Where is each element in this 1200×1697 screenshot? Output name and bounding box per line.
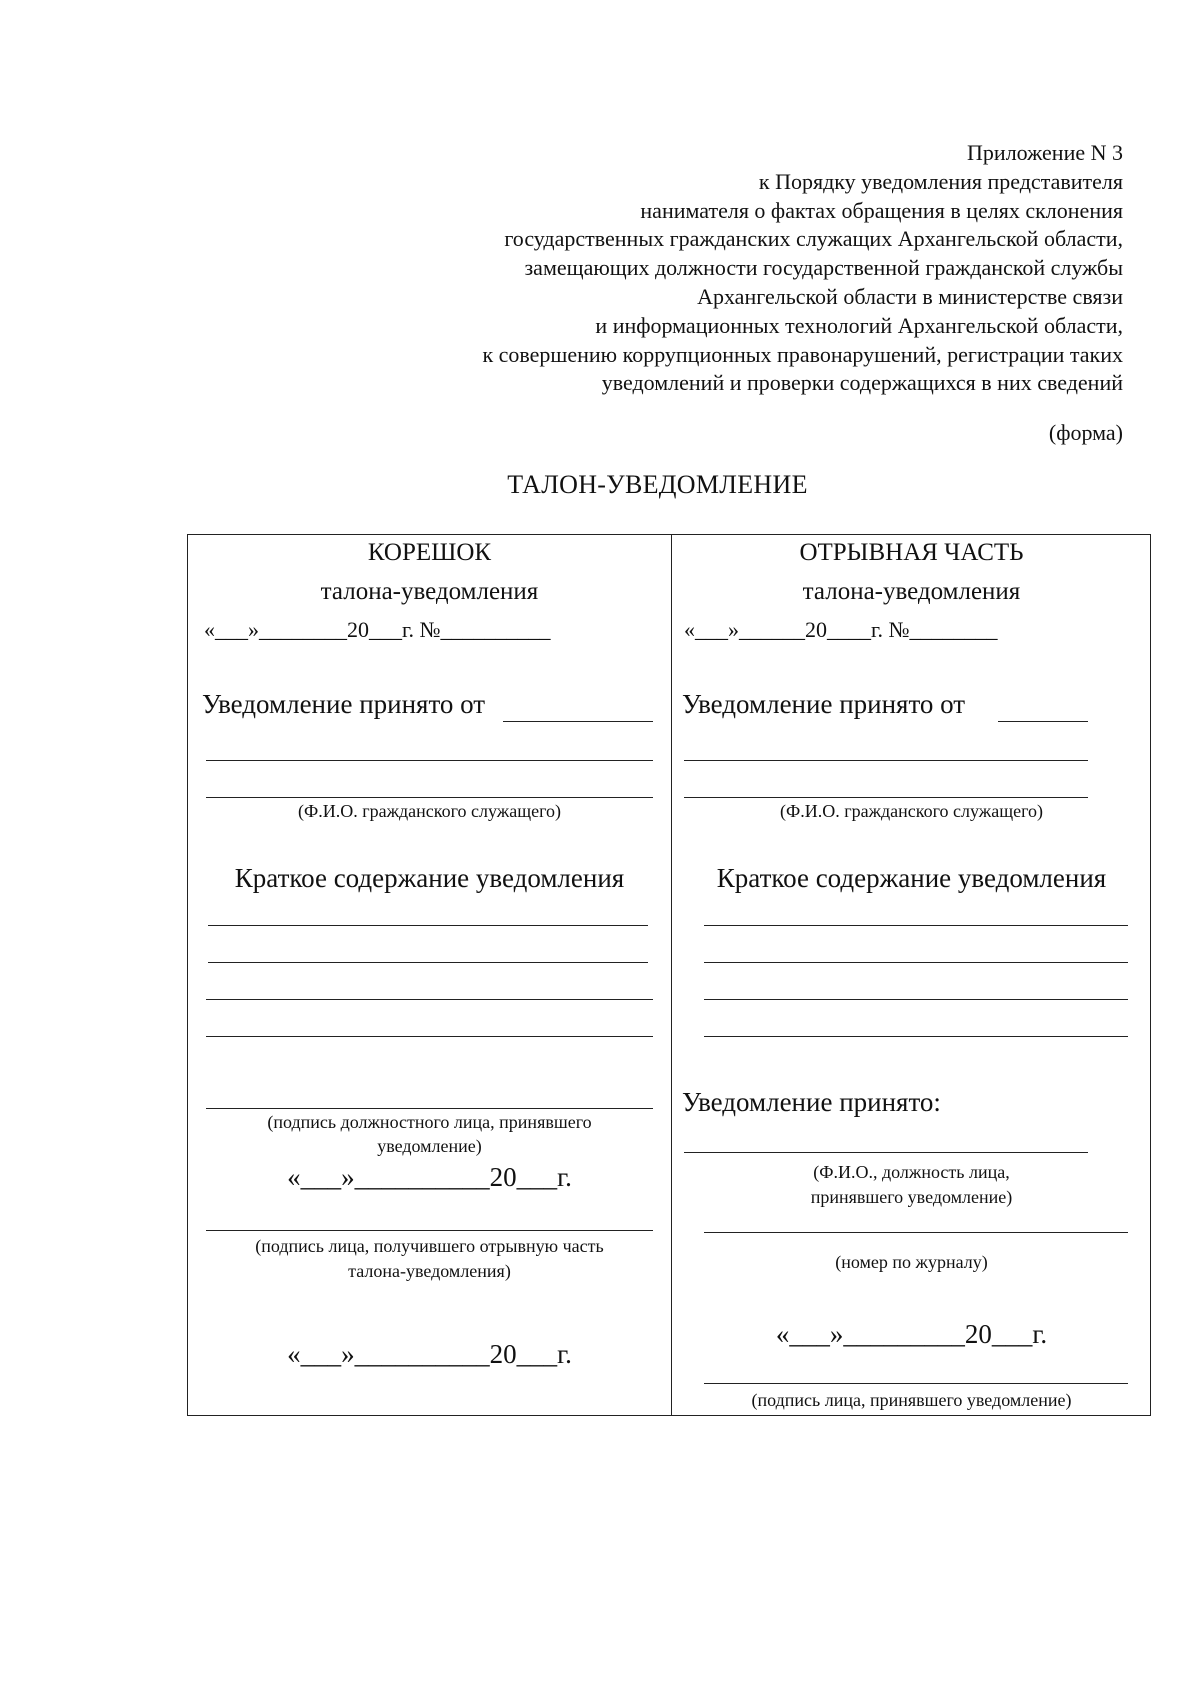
tear-off-summary-heading: Краткое содержание уведомления — [716, 863, 1107, 893]
header-line: и информационных технологий Архангельской области, — [595, 312, 1123, 338]
tear-off-journal-caption: (номер по журналу) — [835, 1252, 988, 1272]
tear-off-fio-line — [684, 760, 1088, 761]
tear-off-signature-line — [704, 1383, 1128, 1384]
counterfoil-summary-line — [208, 962, 648, 963]
counterfoil-recipient-signature-line — [206, 1230, 653, 1231]
counterfoil-heading: КОРЕШОК — [367, 539, 492, 566]
tear-off-summary-line — [704, 1036, 1128, 1037]
tear-off-summary-line — [704, 925, 1128, 926]
counterfoil-fio-caption: (Ф.И.О. гражданского служащего) — [298, 801, 561, 821]
counterfoil-summary-heading: Краткое содержание уведомления — [234, 863, 625, 893]
counterfoil-fio-line — [206, 797, 653, 798]
tear-off-summary-line — [704, 999, 1128, 1000]
header-line: Приложение N 3 — [967, 140, 1123, 165]
tear-off-date: «___»_________20___г. — [775, 1319, 1048, 1349]
tear-off-subheading: талона-уведомления — [802, 578, 1021, 605]
counterfoil-official-signature-line — [206, 1108, 653, 1109]
notification-form-table — [187, 534, 1151, 1416]
header-line: к Порядку уведомления представителя — [758, 168, 1123, 194]
header-line: нанимателя о фактах обращения в целях склонения — [640, 197, 1123, 223]
column-divider — [671, 535, 672, 1415]
header-line: Архангельской области в министерстве связи — [697, 283, 1123, 309]
counterfoil-fio-line — [206, 760, 653, 761]
tear-off-signature-caption: (подпись лица, принявшего уведомление) — [751, 1390, 1072, 1410]
header-line: уведомлений и проверки содержащихся в них сведений — [601, 370, 1123, 396]
tear-off-position-line — [684, 1152, 1088, 1153]
tear-off-accepted-label: Уведомление принято: — [682, 1087, 941, 1117]
counterfoil-summary-line — [208, 925, 648, 926]
tear-off-date-number: «___»______20____г. №________ — [684, 617, 998, 642]
counterfoil-date: «___»__________20___г. — [287, 1339, 572, 1369]
appendix-header — [482, 139, 1123, 398]
tear-off-heading: ОТРЫВНАЯ ЧАСТЬ — [799, 539, 1024, 566]
counterfoil-official-signature-caption: (подпись должностного лица, принявшего — [267, 1112, 592, 1132]
counterfoil-recipient-signature-caption: талона-уведомления) — [348, 1261, 511, 1281]
counterfoil-date-number: «___»________20___г. №__________ — [204, 617, 551, 642]
counterfoil-summary-line — [206, 999, 653, 1000]
form-label: (форма) — [1048, 420, 1123, 445]
header-line: к совершению коррупционных правонарушений, регистрации таких — [482, 341, 1123, 367]
tear-off-fio-caption: (Ф.И.О. гражданского служащего) — [780, 801, 1043, 821]
tear-off-fio-line — [998, 721, 1088, 722]
header-line: замещающих должности государственной гражданской службы — [524, 255, 1123, 281]
tear-off-position-caption: (Ф.И.О., должность лица, — [813, 1162, 1010, 1182]
counterfoil-fio-line — [503, 721, 653, 722]
counterfoil-date: «___»__________20___г. — [287, 1162, 572, 1192]
tear-off-journal-line — [704, 1232, 1128, 1233]
counterfoil-received-from: Уведомление принято от — [202, 689, 486, 719]
header-line: государственных гражданских служащих Архангельской области, — [504, 226, 1123, 252]
document-title: ТАЛОН-УВЕДОМЛЕНИЕ — [507, 470, 808, 499]
counterfoil-official-signature-caption: уведомление) — [377, 1136, 482, 1156]
tear-off-position-caption: принявшего уведомление) — [810, 1187, 1013, 1207]
counterfoil-subheading: талона-уведомления — [320, 578, 539, 605]
tear-off-received-from: Уведомление принято от — [682, 689, 966, 719]
counterfoil-recipient-signature-caption: (подпись лица, получившего отрывную часть — [255, 1236, 604, 1256]
tear-off-summary-line — [704, 962, 1128, 963]
tear-off-fio-line — [684, 797, 1088, 798]
counterfoil-summary-line — [206, 1036, 653, 1037]
